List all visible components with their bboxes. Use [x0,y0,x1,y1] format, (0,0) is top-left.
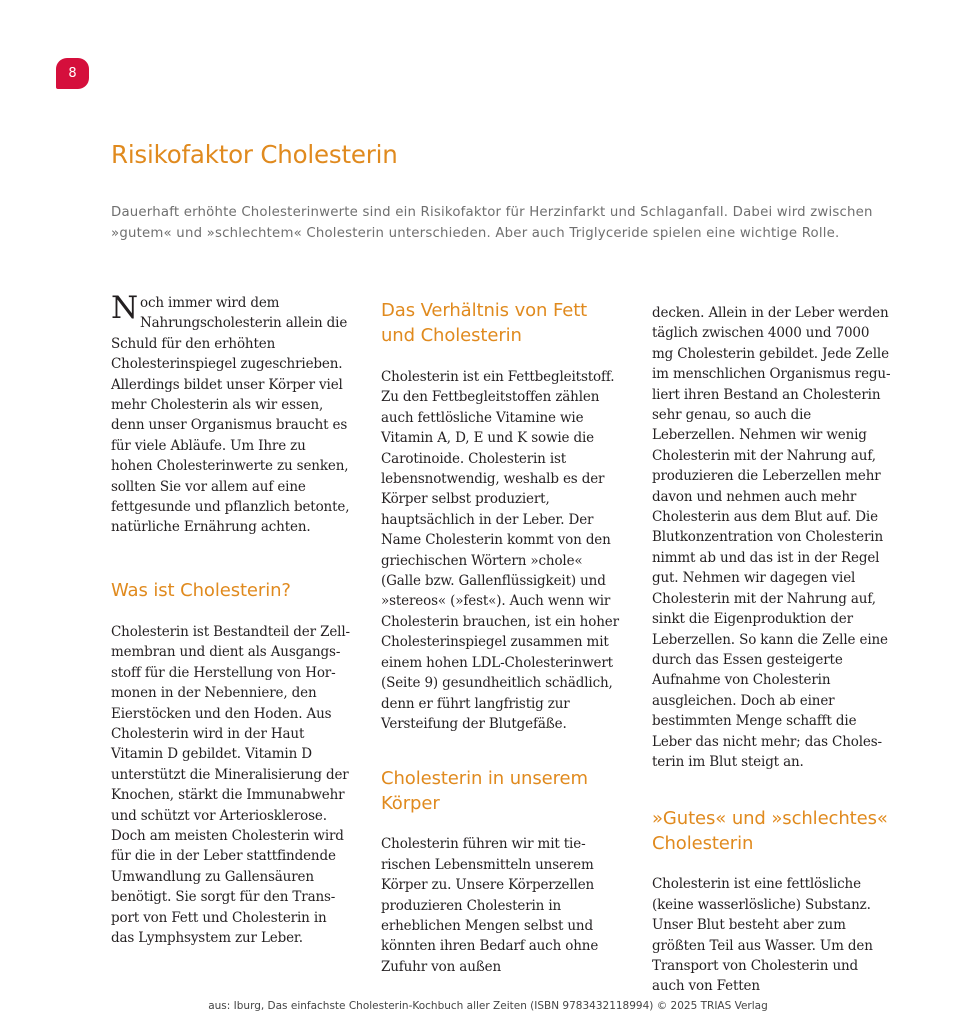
col2-paragraph-2: Cholesterin führen wir mit tierischen Lebensmitteln unserem Körper zu. Unsere Körperzellen produzieren Cholesterin in erheblichen Mengen selbst und könnten ihren Bedarf auch ohne Zufuhr von außen [381,836,599,975]
column-1 [111,290,351,948]
col3-paragraph-2: Cholesterin ist eine fettlösliche (keine wasserlösliche) Substanz. Unser Blut besteht aber zum größten Teil aus Wasser. Um den Transport von Cholesterin und auch von Fetten [652,876,873,995]
col1-paragraph-1-text: och immer wird dem Nahrungscholesterin allein die Schuld für den erhöhten Cholesterinspiegel zugeschrieben. Allerdings bildet unser Körper viel mehr Cholesterin als wir essen, denn unser Organismus braucht es für viele Abläufe. Um Ihre zu hohen Cholesterinwerte zu senken, sollten Sie vor allem auf eine fettgesunde und pflanzlich betonte, natürliche Ernährung achten. [111,295,350,536]
page-number-badge: 8 [56,58,89,89]
col1-paragraph-2: Cholesterin ist Bestandteil der Zellmembran und dient als Ausgangsstoff für die Herstellung von Hormonen in der Nebenniere, den Eierstöcken und den Hoden. Aus Cholesterin wird in der Haut Vitamin D gebildet. Vitamin D unterstützt die Mineralisierung der Knochen, stärkt die Immunabwehr und schützt vor Arteriosklerose. Doch am meisten Cholesterin wird für die in der Leber stattfindende Umwandlung zu Gallensäuren benötigt. Sie sorgt für den Transport von Fett und Cholesterin in das Lymphsystem zur Leber. [111,623,351,946]
col2-paragraph-1: Cholesterin ist ein Fettbegleitstoff. Zu den Fettbegleitstoffen zählen auch fettlösliche Vitamine wie Vitamin A, D, E und K sowie die Carotinoide. Cholesterin ist lebensnotwendig, weshalb es der Körper selbst produziert, hauptsächlich in der Leber. Der Name Cholesterin kommt von den griechischen Wörtern »chole« (Galle bzw. Gallenflüssigkeit) und »stereos« (»fest«). Auch wenn wir Cholesterin brauchen, ist ein hoher Cholesterinspiegel zusammen mit einem hohen LDL-Cholesterinwert (Seite 9) gesundheitlich schädlich, denn er führt langfristig zur Versteifung der Blutgefäße. [381,369,619,732]
heading-fett-cholesterin: Das Verhältnis von Fett und Cholesterin [381,300,588,346]
drop-cap: N [111,290,138,326]
heading-cholesterin-koerper: Cholesterin in unserem Körper [381,768,588,815]
col1-paragraph-1 [111,290,351,538]
page-title: Risikofaktor Cholesterin [111,140,398,169]
intro-text: Dauerhaft erhöhte Cholesterinwerte sind ein Risikofaktor für Herzinfarkt und Schlaganfall. Dabei wird zwischen »gutem« und »schlechtem« Cholesterin unterschieden. Aber auch Triglyceride spielen eine wichtige Rolle. [111,205,873,241]
column-3 [652,303,892,997]
col3-paragraph-1: decken. Allein in der Leber werden täglich zwischen 4000 und 7000 mg Cholesterin gebildet. Jede Zelle im menschlichen Organismus reguliert ihren Bestand an Cholesterin sehr genau, so auch die Leberzellen. Nehmen wir wenig Cholesterin mit der Nahrung auf, produzieren die Leberzellen mehr davon und nehmen auch mehr Cholesterin aus dem Blut auf. Die Blutkonzentration von Cholesterin nimmt ab und das ist in der Regel gut. Nehmen wir dagegen viel Cholesterin mit der Nahrung auf, sinkt die Eigenproduktion der Leberzellen. So kann die Zelle eine durch das Essen gesteigerte Aufnahme von Cholesterin ausgleichen. Doch ab einer bestimmten Menge schafft die Leber das nicht mehr; das Cholesterin im Blut steigt an. [652,305,891,770]
column-2 [381,298,621,977]
source-footer: aus: Iburg, Das einfachste Cholesterin-Kochbuch aller Zeiten (ISBN 9783432118994) © 2025 TRIAS Verlag [208,1000,768,1012]
heading-gutes-schlechtes-cholesterin: »Gutes« und »schlechtes« Cholesterin [652,808,888,855]
heading-was-ist-cholesterin: Was ist Cholesterin? [111,579,291,601]
